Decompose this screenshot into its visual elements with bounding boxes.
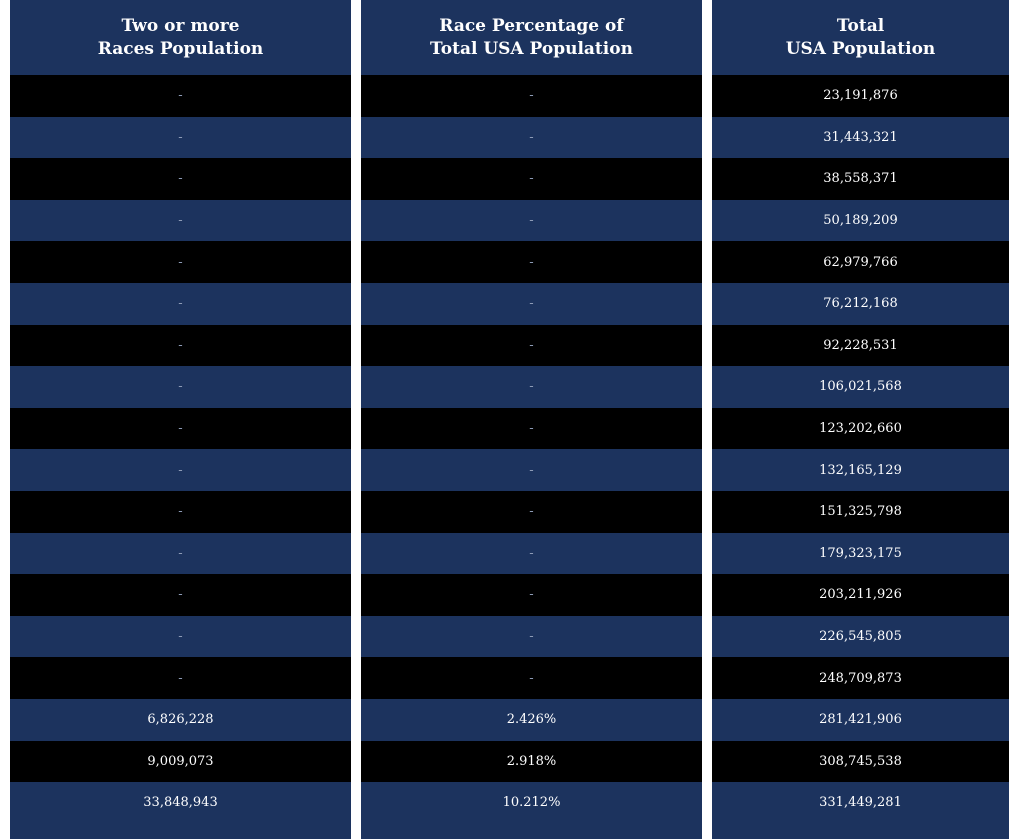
table-cell bbox=[10, 366, 351, 408]
cell-value: 9,009,073 bbox=[147, 753, 214, 769]
cell-value: - bbox=[529, 670, 534, 686]
cell-value: 248,709,873 bbox=[819, 670, 902, 686]
cell-value: - bbox=[178, 129, 183, 145]
header-line: Race Percentage of bbox=[439, 15, 624, 36]
table-cell bbox=[10, 574, 351, 616]
table-cell bbox=[10, 283, 351, 325]
column-header bbox=[712, 0, 1009, 75]
cell-value: - bbox=[178, 254, 183, 270]
table-cell bbox=[712, 533, 1009, 575]
table-cell bbox=[361, 408, 702, 450]
header-line: USA Population bbox=[785, 38, 936, 59]
table-cell bbox=[361, 741, 702, 783]
cell-value: - bbox=[178, 629, 183, 645]
cell-value: 226,545,805 bbox=[819, 629, 902, 645]
cell-value: 76,212,168 bbox=[823, 296, 898, 312]
cell-value: 203,211,926 bbox=[819, 587, 902, 603]
cell-value: - bbox=[178, 545, 183, 561]
table-cell bbox=[361, 616, 702, 658]
cell-value: 123,202,660 bbox=[819, 421, 902, 437]
cell-value: - bbox=[178, 587, 183, 603]
cell-value: - bbox=[178, 670, 183, 686]
table-cell bbox=[712, 158, 1009, 200]
table-cell bbox=[712, 449, 1009, 491]
column-header bbox=[361, 0, 702, 75]
cell-value: 62,979,766 bbox=[823, 254, 898, 270]
table-cell bbox=[361, 574, 702, 616]
table-cell bbox=[361, 782, 702, 824]
table-cell bbox=[712, 741, 1009, 783]
table-cell bbox=[361, 117, 702, 159]
cell-value: 50,189,209 bbox=[823, 213, 898, 229]
table-cell bbox=[10, 782, 351, 824]
cell-value: 132,165,129 bbox=[819, 462, 902, 478]
table-cell bbox=[10, 491, 351, 533]
cell-value: 308,745,538 bbox=[819, 753, 902, 769]
table-cell bbox=[10, 699, 351, 741]
column-rows bbox=[361, 75, 702, 824]
cell-value: - bbox=[178, 213, 183, 229]
cell-value: 281,421,906 bbox=[819, 712, 902, 728]
cell-value: - bbox=[178, 462, 183, 478]
cell-value: - bbox=[178, 379, 183, 395]
table-cell bbox=[10, 449, 351, 491]
cell-value: - bbox=[529, 337, 534, 353]
cell-value: - bbox=[178, 504, 183, 520]
table-cell bbox=[712, 200, 1009, 242]
column-two-or-more-races bbox=[10, 0, 351, 839]
table-cell bbox=[361, 158, 702, 200]
table-cell bbox=[712, 782, 1009, 824]
table-cell bbox=[712, 75, 1009, 117]
table-cell bbox=[361, 533, 702, 575]
cell-value: - bbox=[529, 129, 534, 145]
column-rows bbox=[712, 75, 1009, 824]
table-cell bbox=[712, 366, 1009, 408]
cell-value: 331,449,281 bbox=[819, 795, 902, 811]
cell-value: - bbox=[529, 545, 534, 561]
table-cell bbox=[712, 283, 1009, 325]
column-total-usa-population bbox=[712, 0, 1009, 839]
cell-value: 10.212% bbox=[502, 795, 561, 811]
table-cell bbox=[712, 408, 1009, 450]
table-cell bbox=[10, 616, 351, 658]
cell-value: 106,021,568 bbox=[819, 379, 902, 395]
table-cell bbox=[712, 699, 1009, 741]
table-cell bbox=[10, 241, 351, 283]
table-cell bbox=[10, 75, 351, 117]
cell-value: - bbox=[529, 213, 534, 229]
cell-value: 6,826,228 bbox=[147, 712, 214, 728]
column-rows bbox=[10, 75, 351, 824]
table-cell bbox=[361, 241, 702, 283]
table-cell bbox=[10, 325, 351, 367]
table-cell bbox=[10, 657, 351, 699]
cell-value: - bbox=[529, 421, 534, 437]
header-line: Two or more bbox=[121, 15, 240, 36]
cell-value: 2.426% bbox=[506, 712, 557, 728]
cell-value: - bbox=[529, 379, 534, 395]
cell-value: 38,558,371 bbox=[823, 171, 898, 187]
table-cell bbox=[10, 200, 351, 242]
cell-value: 23,191,876 bbox=[823, 88, 898, 104]
table-cell bbox=[361, 366, 702, 408]
table-cell bbox=[10, 408, 351, 450]
cell-value: - bbox=[178, 337, 183, 353]
cell-value: - bbox=[178, 421, 183, 437]
table-cell bbox=[361, 325, 702, 367]
header-line: Total USA Population bbox=[430, 38, 633, 59]
cell-value: - bbox=[529, 629, 534, 645]
cell-value: 2.918% bbox=[506, 753, 557, 769]
cell-value: - bbox=[529, 504, 534, 520]
table-cell bbox=[361, 657, 702, 699]
cell-value: - bbox=[178, 171, 183, 187]
table-cell bbox=[10, 741, 351, 783]
cell-value: - bbox=[178, 296, 183, 312]
cell-value: - bbox=[529, 254, 534, 270]
table-cell bbox=[361, 75, 702, 117]
table-cell bbox=[10, 533, 351, 575]
cell-value: - bbox=[529, 88, 534, 104]
header-line: Total bbox=[836, 15, 885, 36]
table-cell bbox=[712, 325, 1009, 367]
cell-value: - bbox=[529, 462, 534, 478]
table-cell bbox=[361, 449, 702, 491]
cell-value: - bbox=[178, 88, 183, 104]
cell-value: 92,228,531 bbox=[823, 337, 898, 353]
table-cell bbox=[712, 616, 1009, 658]
table-cell bbox=[712, 657, 1009, 699]
cell-value: - bbox=[529, 171, 534, 187]
column-header bbox=[10, 0, 351, 75]
table-cell bbox=[10, 158, 351, 200]
column-race-percentage bbox=[361, 0, 702, 839]
table-cell bbox=[712, 491, 1009, 533]
cell-value: 179,323,175 bbox=[819, 545, 902, 561]
cell-value: 31,443,321 bbox=[823, 129, 898, 145]
header-line: Races Population bbox=[97, 38, 264, 59]
cell-value: - bbox=[529, 587, 534, 603]
table-cell bbox=[712, 574, 1009, 616]
cell-value: 151,325,798 bbox=[819, 504, 902, 520]
cell-value: - bbox=[529, 296, 534, 312]
table-cell bbox=[712, 117, 1009, 159]
table-cell bbox=[361, 200, 702, 242]
table-cell bbox=[361, 283, 702, 325]
table-cell bbox=[10, 117, 351, 159]
cell-value: 33,848,943 bbox=[143, 795, 218, 811]
table-cell bbox=[361, 491, 702, 533]
table-cell bbox=[712, 241, 1009, 283]
table-cell bbox=[361, 699, 702, 741]
